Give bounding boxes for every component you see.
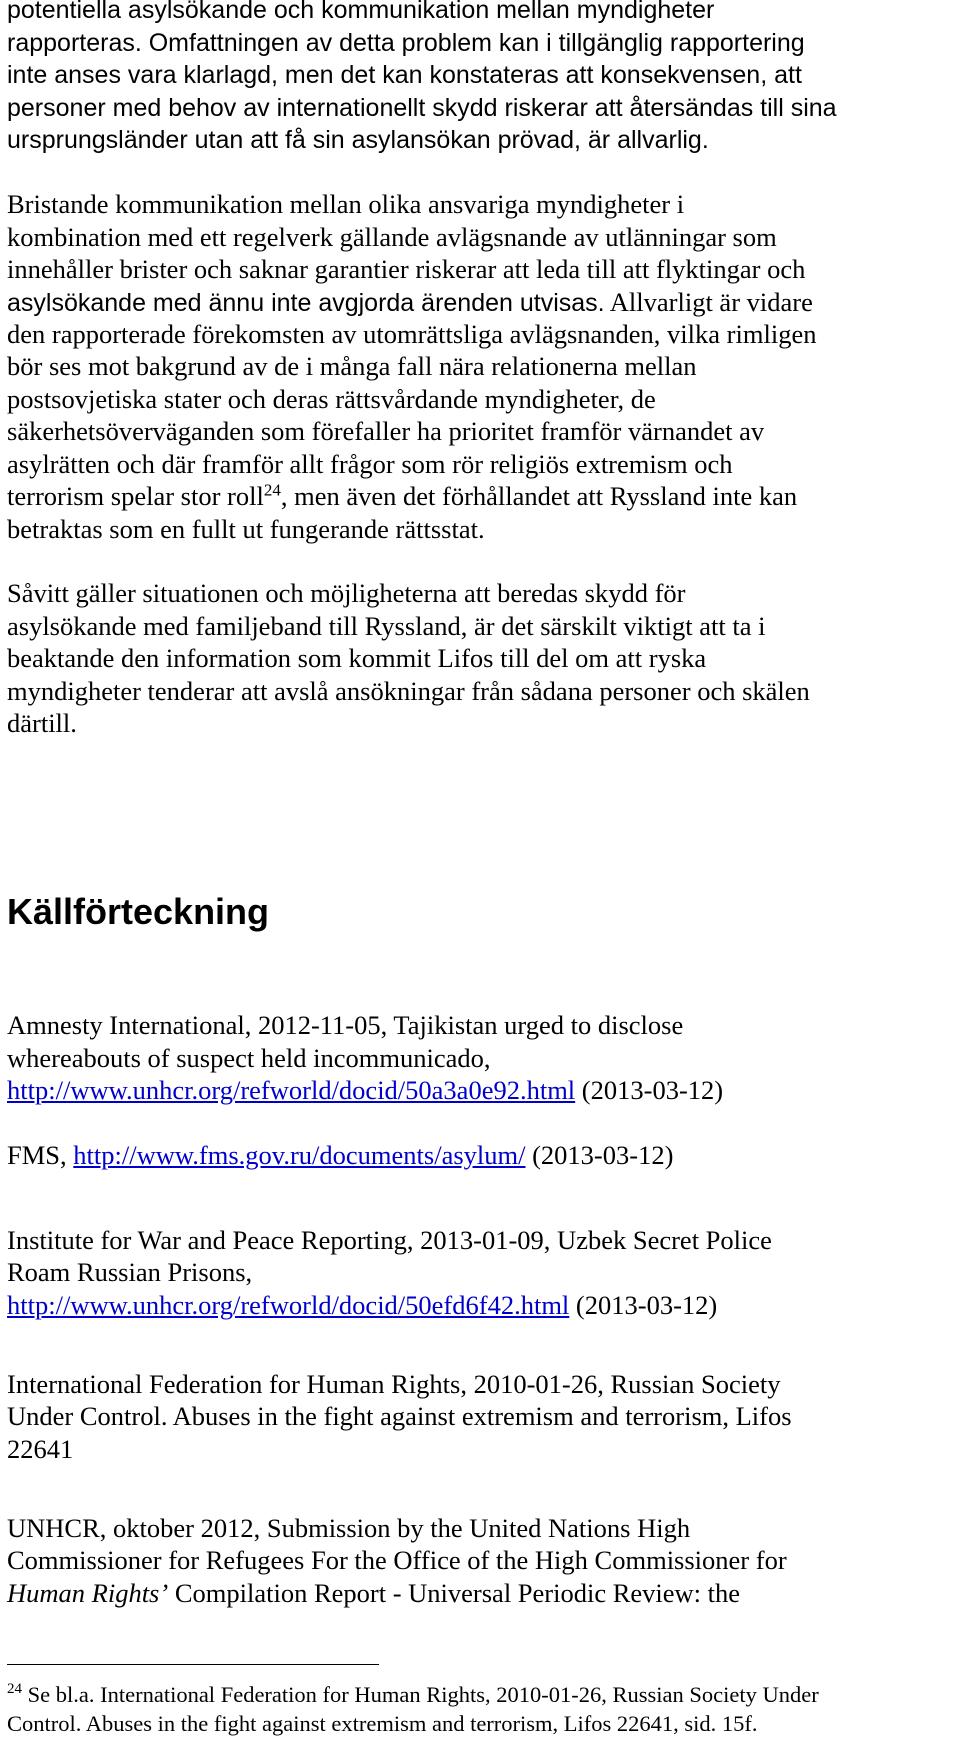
text-span: , men även det förhållandet att Ryssland inte kan <box>280 481 798 511</box>
text-line: inte anses vara klarlagd, men det kan konstateras att konsekvensen, att <box>7 61 802 89</box>
reference-link[interactable]: http://www.unhcr.org/refworld/docid/50efd6f42.html <box>7 1290 570 1320</box>
text-line: Commissioner for Refugees For the Office of the High Commissioner for <box>7 1545 787 1575</box>
text-line: den rapporterade förekomsten av utomrättsliga avlägsnanden, vilka rimligen <box>7 319 817 349</box>
text-line <box>7 1137 959 1173</box>
text-line: kombination med ett regelverk gällande avlägsnande av utlänningar som <box>7 222 777 252</box>
text-line: UNHCR, oktober 2012, Submission by the United Nations High <box>7 1513 691 1543</box>
text-line <box>7 286 959 319</box>
text-line: potentiella asylsökande och kommunikation mellan myndigheter <box>7 0 715 24</box>
text-span: terrorism spelar stor roll <box>7 481 264 511</box>
text-line: betraktas som en fullt ut fungerande rättsstat. <box>7 514 485 544</box>
text-line: beaktande den information som kommit Lifos till del om att ryska <box>7 643 707 673</box>
italic-text: Human Rights’ <box>7 1578 169 1608</box>
reference-link[interactable]: http://www.unhcr.org/refworld/docid/50a3a0e92.html <box>7 1075 576 1105</box>
access-date: (2013-03-12) <box>569 1290 718 1320</box>
footnote-number: 24 <box>7 1681 22 1697</box>
access-date: (2013-03-12) <box>575 1075 724 1105</box>
text-line: ursprungsländer utan att få sin asylansökan prövad, är allvarlig. <box>7 126 709 154</box>
reference-link[interactable]: http://www.fms.gov.ru/documents/asylum/ <box>73 1140 526 1170</box>
text-line: asylrätten och där framför allt frågor som rör religiös extremism och <box>7 449 733 479</box>
text-line: personer med behov av internationellt skydd riskerar att återsändas till sina <box>7 94 837 122</box>
text-line: därtill. <box>7 708 77 738</box>
footnote-marker: 24 <box>263 480 281 500</box>
footnote-separator <box>7 1664 379 1665</box>
text-span: asylsökande med ännu inte avgjorda ärenden utvisas. <box>7 289 605 317</box>
text-span: Allvarligt är vidare <box>604 287 813 317</box>
text-line <box>7 1072 959 1108</box>
footnote-line: Control. Abuses in the fight against extremism and terrorism, Lifos 22641, sid. 15f. <box>7 1711 758 1736</box>
text-span: Se bl.a. International Federation for Human Rights, 2010-01-26, Russian Society Under <box>22 1682 819 1707</box>
text-line: bör ses mot bakgrund av de i många fall nära relationerna mellan <box>7 351 697 381</box>
text-line: 22641 <box>7 1434 74 1464</box>
text-line: Bristande kommunikation mellan olika ansvariga myndigheter i <box>7 189 685 219</box>
text-line: Roam Russian Prisons, <box>7 1257 253 1287</box>
text-line <box>7 480 959 512</box>
text-span: FMS, <box>7 1140 74 1170</box>
text-line: säkerhetsöverväganden som förefaller ha prioritet framför värnandet av <box>7 416 765 446</box>
footnote-line <box>7 1680 959 1709</box>
text-line: Under Control. Abuses in the fight against extremism and terrorism, Lifos <box>7 1401 792 1431</box>
text-line: asylsökande med familjeband till Ryssland, är det särskilt viktigt att ta i <box>7 611 766 641</box>
text-span: Compilation Report - Universal Periodic Review: the <box>168 1578 741 1608</box>
section-heading: Källförteckning <box>7 891 270 932</box>
text-line: Amnesty International, 2012-11-05, Tajikistan urged to disclose <box>7 1010 684 1040</box>
text-line: postsovjetiska stater och deras rättsvårdande myndigheter, de <box>7 384 656 414</box>
text-line: Institute for War and Peace Reporting, 2013-01-09, Uzbek Secret Police <box>7 1225 772 1255</box>
text-line: Såvitt gäller situationen och möjligheterna att beredas skydd för <box>7 578 686 608</box>
text-line <box>7 1287 959 1323</box>
text-line: innehåller brister och saknar garantier riskerar att leda till att flyktingar och <box>7 254 806 284</box>
access-date: (2013-03-12) <box>525 1140 674 1170</box>
text-line <box>7 1575 959 1611</box>
text-line: myndigheter tenderar att avslå ansökningar från sådana personer och skälen <box>7 676 810 706</box>
text-line: rapporteras. Omfattningen av detta problem kan i tillgänglig rapportering <box>7 29 805 57</box>
text-line: International Federation for Human Rights, 2010-01-26, Russian Society <box>7 1369 781 1399</box>
text-line: whereabouts of suspect held incommunicado, <box>7 1043 491 1073</box>
